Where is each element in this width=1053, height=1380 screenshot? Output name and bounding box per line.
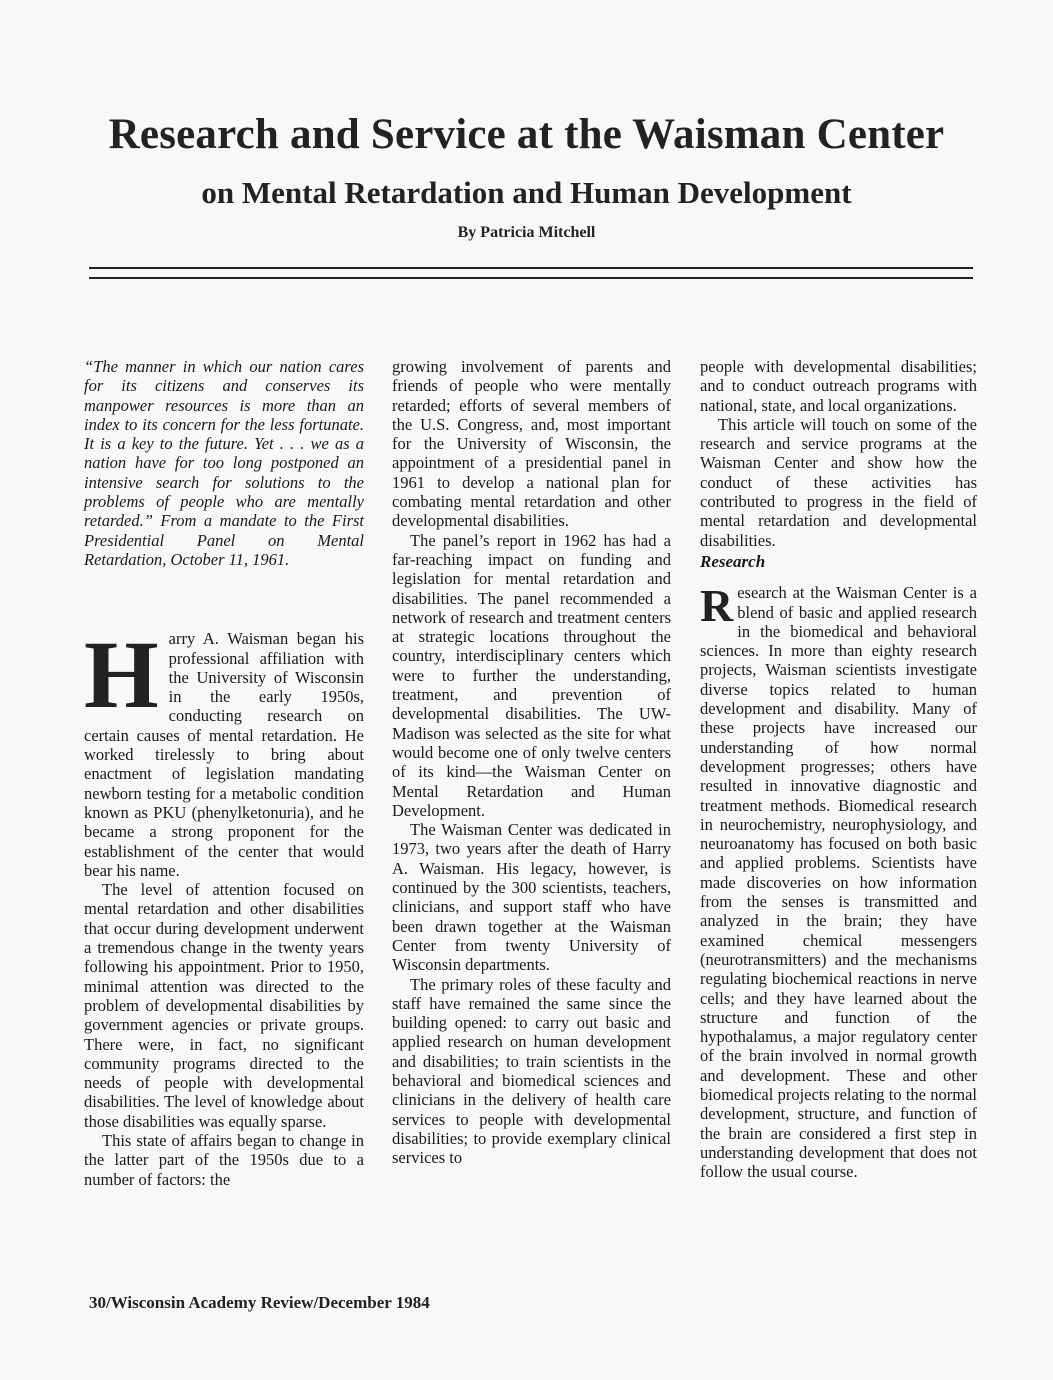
paragraph-4: The panel’s report in 1962 has had a far-reaching impact on funding and legislation for mental retardation and disabilities. The panel recommended a network of research and treatment centers at strategic locations throughout the country, interdisciplinary centers which were to further the understanding, treatment, and prevention of developmental disabilities. The UW-Madison was selected as the site for what would become one of only twelve centers of its kind—the Waisman Center on Mental Retardation and Human Development. xyxy=(392,530,671,820)
paragraph-3-continued: growing involvement of parents and friends of people who were mentally retarded; efforts of several members of the U.S. Congress, and, most important for the University of Wisconsin, the appointment of a presidential panel in 1961 to develop a national plan for combating mental retardation and other developmental disabilities. xyxy=(392,357,671,531)
paragraph-7: This article will touch on some of the research and service programs at the Waisman Center and show how the conduct of these activities has contributed to progress in the field of mental retardation and developmental disabilities. xyxy=(700,414,977,550)
article-subtitle: on Mental Retardation and Human Development xyxy=(201,175,852,210)
paragraph-1-text: arry A. Waisman began his professional affiliation with the University of Wisconsin in the early 1950s, conducting research on certain causes of mental retardation. He worked tirelessly to bring about enactment of legislation mandating newborn testing for a metabolic condition known as PKU (phenylketonuria), and he became a strong proponent for the establishment of the center that would bear his name. xyxy=(84,629,364,880)
article-title: Research and Service at the Waisman Center xyxy=(108,111,945,158)
paragraph-8 xyxy=(700,580,977,1182)
double-rule-divider xyxy=(89,267,973,279)
paragraph-6-continued: people with developmental disabilities; and to conduct outreach programs with national, state, and local organizations. xyxy=(700,357,977,415)
column-3 xyxy=(700,357,977,1181)
drop-cap-r: R xyxy=(700,580,734,632)
byline: By Patricia Mitchell xyxy=(457,224,596,241)
paragraph-3-start: This state of affairs began to change in the latter part of the 1950s due to a number of factors: the xyxy=(84,1130,364,1189)
drop-cap-h: H xyxy=(84,621,159,729)
column-1 xyxy=(84,357,364,1189)
paragraph-2: The level of attention focused on mental retardation and other disabilities that occur during development underwent a tremendous change in the twenty years following his appointment. Prior to 1950, minimal attention was directed to the problem of developmental disabilities by government agencies or private groups. There were, in fact, no significant community programs directed to the needs of people with developmental disabilities. The level of knowledge about those disabilities was equally sparse. xyxy=(84,880,364,1131)
paragraph-5: The Waisman Center was dedicated in 1973, two years after the death of Harry A. Waisman. His legacy, however, is continued by the 300 scientists, teachers, clinicians, and support staff who have been drawn together at the Waisman Center from twenty University of Wisconsin departments. xyxy=(392,820,671,975)
epigraph-quote: “The manner in which our nation cares for its citizens and conserves its manpower resources is more than an index to its concern for the less fortunate. It is a key to the future. Yet . . . we as a nation have for too long postponed an intensive search for solutions to the problems of people who are mentally retarded.” From a mandate to the First Presidential Panel on Mental Retardation, October 11, 1961. xyxy=(84,357,364,569)
page-footer: 30/Wisconsin Academy Review/December 1984 xyxy=(89,1293,430,1312)
section-heading-research: Research xyxy=(700,551,766,571)
column-2 xyxy=(392,357,671,1167)
paragraph-6-start: The primary roles of these faculty and staff have remained the same since the building opened: to carry out basic and applied research on human development and disabilities; to train scientists in the behavioral and biomedical sciences and clinicians in the delivery of health care services to people with developmental disabilities; to provide exemplary clinical services to xyxy=(392,974,671,1168)
paragraph-1 xyxy=(84,621,364,880)
paragraph-8-text: esearch at the Waisman Center is a blend of basic and applied research in the biomedical and behavioral sciences. In more than eighty research projects, Waisman scientists investigate diverse topics related to human development and disability. Many of these projects have increased our understanding of how normal development progresses; others have resulted in innovative diagnostic and treatment methods. Biomedical research in neurochemistry, neurophysiology, and neuroanatomy has focused on both basic and applied problems. Scientists have made discoveries on how information from the senses is transmitted and analyzed in the brain; they have examined chemical messengers (neurotransmitters) and the mechanisms regulating biochemical reactions in nerve cells; and they have learned about the structure and function of the hypothalamus, a major regulatory center of the brain involved in normal growth and development. These and other biomedical projects relating to the normal development, structure, and function of the brain are considered a first step in understanding development that does not follow the usual course. xyxy=(700,583,977,1182)
